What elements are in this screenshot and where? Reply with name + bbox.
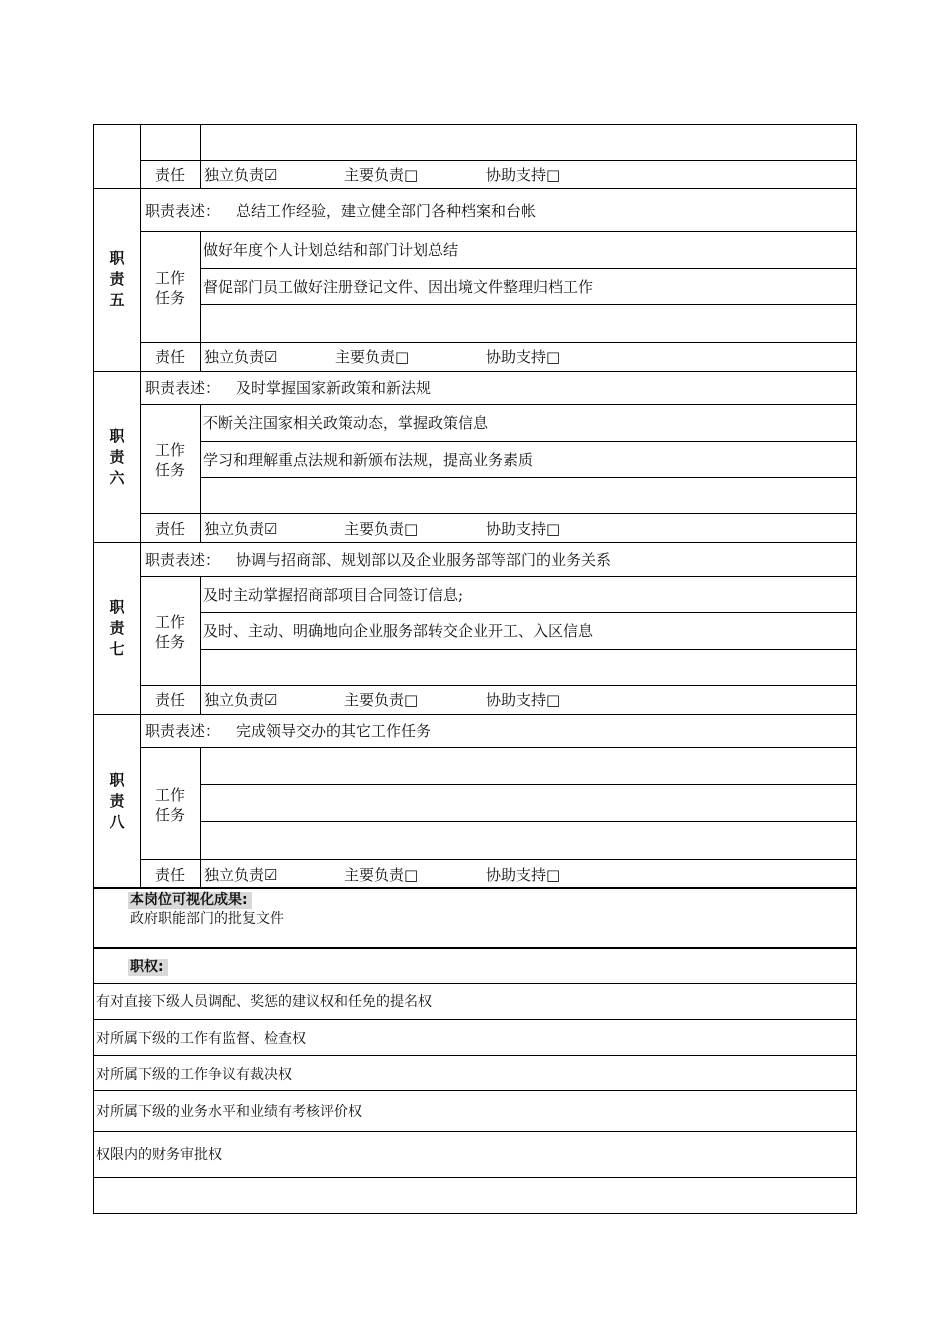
authority-item: 权限内的财务审批权 [96,1147,222,1163]
authority-item: 对所属下级的工作争议有裁决权 [96,1067,292,1083]
row-line [200,821,856,822]
responsibility-label: 责任 [155,166,186,184]
assist-option: 协助支持□ [486,166,561,184]
authority-heading: 职权: [128,959,168,976]
task-item: 学习和理解重点法规和新颁布法规，提高业务素质 [203,451,534,469]
col-divider-label [200,404,201,542]
col-divider-label [200,576,201,714]
row-line [200,441,856,442]
main-option: 主要负责□ [344,520,419,538]
duty-title: 职责五 [109,249,125,309]
row-line [200,649,856,650]
duty-desc-label: 职责表述： [145,202,221,220]
col-divider-title [140,124,141,888]
row-line [140,513,856,514]
table-border-bottom [93,1213,857,1214]
section-divider [93,947,857,949]
work-tasks-label: 工作任务 [154,613,185,651]
duty-description: 及时掌握国家新政策和新法规 [236,379,432,397]
independent-option: 独立负责☑ [204,691,278,709]
row-line [200,477,856,478]
assist-option: 协助支持□ [486,520,561,538]
responsibility-label: 责任 [155,348,186,366]
row-line [200,784,856,785]
row-line [200,268,856,269]
main-option: 主要负责□ [344,166,419,184]
main-option: 主要负责□ [344,691,419,709]
outcome-text: 政府职能部门的批复文件 [130,911,284,927]
independent-option: 独立负责☑ [204,520,278,538]
duty-desc-label: 职责表述： [145,379,221,397]
duty-description: 总结工作经验，建立健全部门各种档案和台帐 [236,202,537,220]
independent-option: 独立负责☑ [204,348,278,366]
task-item: 不断关注国家相关政策动态，掌握政策信息 [203,414,489,432]
main-option: 主要负责□ [335,348,410,366]
row-line [140,404,856,405]
work-tasks-label: 工作任务 [154,786,185,824]
duty-title: 职责七 [109,598,125,658]
row-line [93,1090,857,1091]
responsibility-label: 责任 [155,520,186,538]
row-line [93,1019,857,1020]
independent-option: 独立负责☑ [204,866,278,884]
row-line [140,576,856,577]
row-line [93,1055,857,1056]
block-divider [93,371,857,372]
row-line [93,1131,857,1132]
row-line [140,160,856,161]
task-item: 及时、主动、明确地向企业服务部转交企业开工、入区信息 [203,622,594,640]
duty-title: 职责六 [109,427,125,487]
duty-desc-label: 职责表述： [145,722,221,740]
responsibility-label: 责任 [155,866,186,884]
outcome-heading: 本岗位可视化成果: [128,892,252,909]
independent-option: 独立负责☑ [204,166,278,184]
table-border-right [856,124,857,1214]
row-line [140,231,856,232]
assist-option: 协助支持□ [486,348,561,366]
col-divider-label [200,231,201,371]
assist-option: 协助支持□ [486,691,561,709]
section-divider [93,887,857,889]
main-option: 主要负责□ [344,866,419,884]
authority-item: 对所属下级的业务水平和业绩有考核评价权 [96,1104,362,1120]
block-divider [93,714,857,715]
authority-item: 对所属下级的工作有监督、检查权 [96,1031,306,1047]
row-line [200,304,856,305]
row-line [200,612,856,613]
duty-desc-label: 职责表述： [145,551,221,569]
row-line [140,747,856,748]
table-border-left [93,124,94,1214]
col-divider-label [200,747,201,888]
row-line [140,859,856,860]
block-divider [93,188,857,189]
task-item: 及时主动掌握招商部项目合同签订信息; [203,586,464,604]
work-tasks-label: 工作任务 [154,441,185,479]
row-line [140,685,856,686]
table-border-top [93,124,857,125]
work-tasks-label: 工作任务 [154,269,185,307]
block-divider [93,542,857,543]
task-item: 督促部门员工做好注册登记文件、因出境文件整理归档工作 [203,278,594,296]
row-line [93,983,857,984]
assist-option: 协助支持□ [486,866,561,884]
authority-item: 有对直接下级人员调配、奖惩的建议权和任免的提名权 [96,994,432,1010]
duty-title: 职责八 [109,771,125,831]
row-line [93,1177,857,1178]
task-item: 做好年度个人计划总结和部门计划总结 [203,241,459,259]
responsibility-label: 责任 [155,691,186,709]
duty-description: 协调与招商部、规划部以及企业服务部等部门的业务关系 [236,551,612,569]
col-divider-label [200,124,201,188]
row-line [140,342,856,343]
duty-description: 完成领导交办的其它工作任务 [236,722,432,740]
